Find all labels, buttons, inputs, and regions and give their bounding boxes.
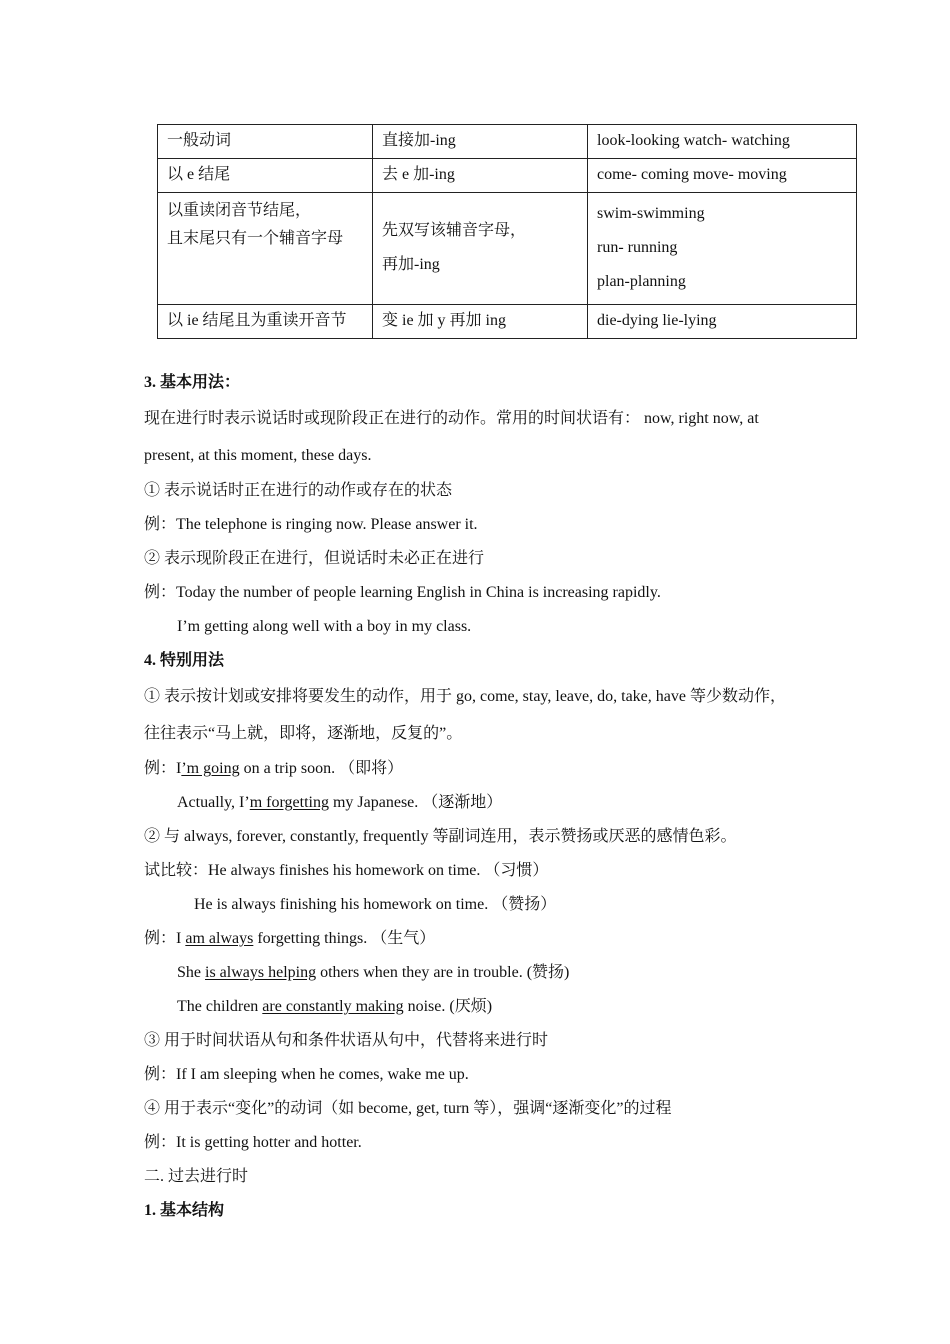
usage-point: ① 表示按计划或安排将要发生的动作，用于 go, come, stay, leave, do, take, have 等少数动作，: [144, 688, 786, 705]
paragraph-line: 往往表示“马上就，即将，逐渐地，反复的”。: [144, 725, 463, 742]
example-line: 例：The telephone is ringing now. Please answer it.: [144, 516, 478, 533]
verb-type-cell: [158, 193, 373, 305]
example-line: 例：If I am sleeping when he comes, wake me up.: [144, 1066, 469, 1083]
underlined-phrase: m forgetting: [249, 794, 329, 811]
text-run: noise. (厌烦): [403, 998, 493, 1015]
usage-point: ③ 用于时间状语从句和条件状语从句中，代替将来进行时: [144, 1032, 549, 1049]
rule-cell: 变 ie 加 y 再加 ing: [373, 305, 588, 339]
usage-point: ② 表示现阶段正在进行，但说话时未必正在进行: [144, 550, 485, 567]
underlined-phrase: am always: [185, 930, 254, 947]
verb-type-cell: 一般动词: [158, 125, 373, 159]
text-run: 例：I: [144, 760, 182, 777]
cell-line: 先双写该辅音字母，: [382, 222, 527, 239]
cell-line: swim-swimming: [597, 205, 705, 222]
text-run: Actually, I’: [177, 794, 250, 811]
cell-line: 以重读闭音节结尾，: [167, 202, 312, 219]
text-run: She: [177, 964, 205, 981]
underlined-phrase: ’m going: [181, 760, 240, 777]
text-run: 例：I: [144, 930, 186, 947]
example-cell: [588, 193, 857, 305]
usage-point: ② 与 always, forever, constantly, frequently 等副词连用，表示赞扬或厌恶的感情色彩。: [144, 828, 737, 845]
paragraph-line: 现在进行时表示说话时或现阶段正在进行的动作。常用的时间状语有： now, right now, at: [144, 410, 759, 427]
text-run: on a trip soon. （即将）: [239, 760, 404, 777]
example-cell: look-looking watch- watching: [588, 125, 857, 159]
example-line: [144, 752, 844, 786]
paragraph-line: present, at this moment, these days.: [144, 447, 372, 464]
example-line: 例：Today the number of people learning English in China is increasing rapidly.: [144, 584, 661, 601]
table-row: [158, 125, 857, 159]
example-line: I’m getting along well with a boy in my class.: [177, 618, 472, 635]
text-run: forgetting things. （生气）: [253, 930, 436, 947]
usage-point: ① 表示说话时正在进行的动作或存在的状态: [144, 482, 453, 499]
example-cell: come- coming move- moving: [588, 159, 857, 193]
part-heading: 二. 过去进行时: [144, 1168, 249, 1185]
example-line: [144, 922, 844, 956]
cell-line: run- running: [597, 239, 678, 256]
verb-type-cell: 以 e 结尾: [158, 159, 373, 193]
text-run: others when they are in trouble. (赞扬): [316, 964, 570, 981]
example-line: [144, 786, 844, 820]
section-heading: 3. 基本用法：: [144, 374, 241, 391]
usage-point: ④ 用于表示“变化”的动词（如 become, get, turn 等），强调“逐渐变化”的过程: [144, 1100, 672, 1117]
cell-line: plan-planning: [597, 273, 686, 290]
table-row: [158, 193, 857, 305]
comparison-line: 试比较：He always finishes his homework on time. （习惯）: [144, 862, 549, 879]
section-heading: 1. 基本结构: [144, 1202, 225, 1219]
cell-line: 且末尾只有一个辅音字母: [167, 230, 344, 247]
rule-cell: 直接加-ing: [373, 125, 588, 159]
table-row: [158, 159, 857, 193]
example-cell: die-dying lie-lying: [588, 305, 857, 339]
example-line: 例：It is getting hotter and hotter.: [144, 1134, 362, 1151]
section-heading: 4. 特别用法: [144, 652, 225, 669]
text-run: The children: [177, 998, 263, 1015]
underlined-phrase: is always helping: [205, 964, 317, 981]
verb-type-cell: 以 ie 结尾且为重读开音节: [158, 305, 373, 339]
rule-cell: [373, 193, 588, 305]
document-body: [144, 366, 844, 1228]
example-line: [144, 956, 844, 990]
example-line: [144, 990, 844, 1024]
table-row: [158, 305, 857, 339]
underlined-phrase: are constantly making: [262, 998, 404, 1015]
rule-cell: 去 e 加-ing: [373, 159, 588, 193]
cell-line: 再加-ing: [382, 256, 440, 273]
comparison-line: He is always finishing his homework on time. （赞扬）: [194, 896, 557, 913]
text-run: my Japanese. （逐渐地）: [328, 794, 503, 811]
ing-rules-table: [157, 124, 857, 339]
